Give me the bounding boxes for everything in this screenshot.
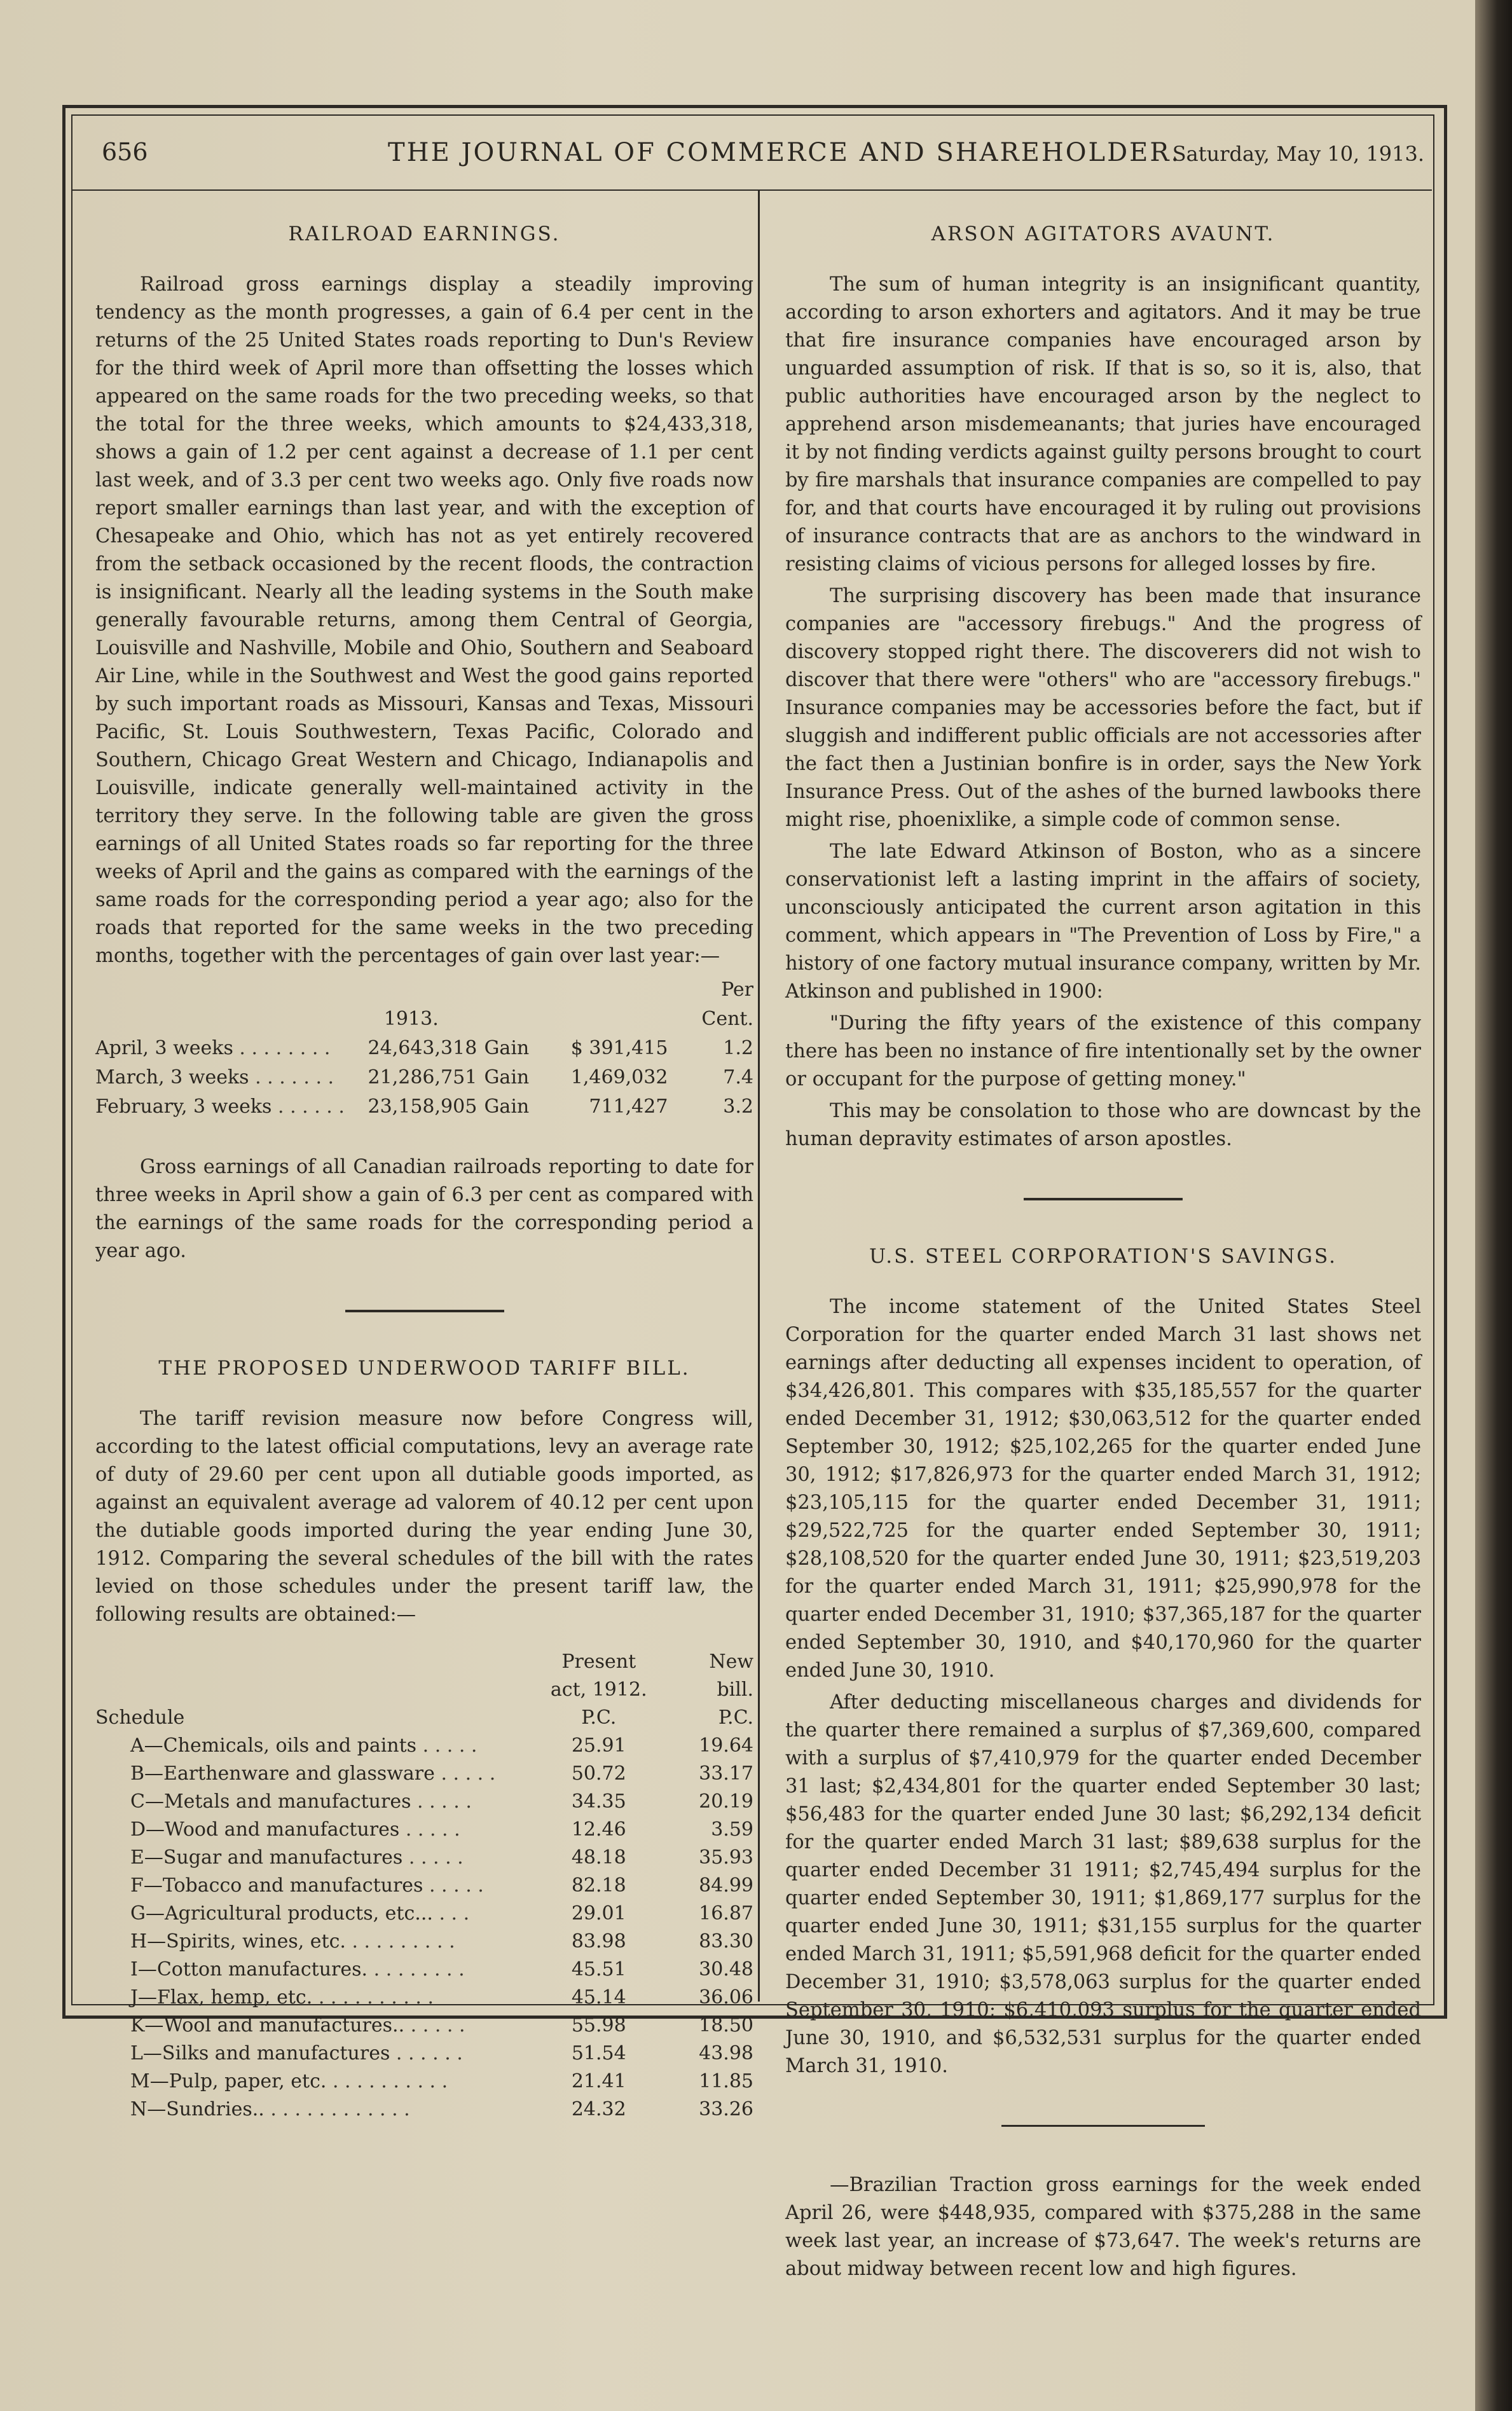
railroad-title: RAILROAD EARNINGS. (288, 223, 561, 245)
schedule-label: H—Spirits, wines, etc. (130, 1930, 346, 1953)
new-rate: 43.98 (699, 2042, 753, 2064)
new-rate: 16.87 (699, 1902, 753, 1925)
head-pc-2: P.C. (718, 1707, 753, 1729)
present-rate: 45.51 (571, 1958, 626, 1981)
brazilian-paragraph: —Brazilian Traction gross earnings for the week ended April 26, were $448,935, compared with $375,288 in the same week last year, an increase of $73,647. The week's returns are about midway between recent low and high figures. (785, 2174, 1421, 2280)
present-rate: 29.01 (571, 1902, 626, 1925)
row-label: March, 3 weeks (95, 1066, 249, 1089)
present-rate: 45.14 (571, 1986, 626, 2009)
row-amount: 23,158,905 (368, 1096, 478, 1118)
leader-dots: . . . . . . . . (373, 1958, 465, 1981)
table-row (95, 1928, 753, 1956)
section-separator (1024, 1198, 1183, 1200)
head-schedule: Schedule (95, 1707, 185, 1729)
row-pct: 3.2 (723, 1096, 753, 1118)
schedule-label: M—Pulp, paper, etc. (130, 2070, 327, 2092)
leader-dots: . . . . . . . (255, 1066, 334, 1089)
schedule-label: C—Metals and manufactures (130, 1790, 411, 1813)
table-row (95, 1872, 753, 1900)
row-label: April, 3 weeks (95, 1037, 233, 1059)
row-gain: 1,469,032 (570, 1066, 668, 1089)
row-gain: $ 391,415 (570, 1037, 668, 1059)
schedule-label: I—Cotton manufactures. (130, 1958, 368, 1981)
row-gain-label: Gain (484, 1066, 530, 1089)
leader-dots: . . . . . . . . . (352, 1930, 455, 1953)
tariff-head-1 (95, 1648, 753, 1676)
row-gain-label: Gain (484, 1096, 530, 1118)
leader-dots: . . . . . . . . . . . . (270, 2098, 410, 2120)
arson-paragraph-1: The sum of human integrity is an insignificant quantity, according to arson exhorters and agitators. And it may be true that fire insurance companies have encouraged arson by unguarded assumption of risk. If that is so, so it is, also, that public authorities have encouraged arson by the neglect to apprehend arson misdemeanants; that juries have encouraged it by not finding verdicts against guilty persons brought to court by fire marshals that insurance companies are compelled to pay for, and that courts have encouraged it by ruling out provisions of insurance contracts that are as anchors to the windward in resisting claims of vicious persons for alleged losses by fire. (785, 273, 1421, 575)
right-column (785, 223, 1421, 2283)
issue-date: Saturday, May 10, 1913. (1172, 142, 1424, 166)
table-row (95, 1816, 753, 1844)
schedule-label: F—Tobacco and manufactures (130, 1874, 423, 1897)
schedule-label: K—Wool and manufactures.. (130, 2014, 405, 2037)
table-row (95, 2040, 753, 2068)
present-rate: 34.35 (571, 1790, 626, 1813)
head-new-2: bill. (717, 1679, 753, 1701)
present-rate: 51.54 (571, 2042, 626, 2064)
col-cent: Cent. (701, 1008, 753, 1030)
row-amount: 24,643,318 (368, 1037, 478, 1059)
schedule-label: J—Flax, hemp, etc. (130, 1986, 313, 2009)
tariff-title: THE PROPOSED UNDERWOOD TARIFF BILL. (158, 1357, 691, 1380)
present-rate: 82.18 (571, 1874, 626, 1897)
table-row (95, 2068, 753, 2096)
table-row (95, 1956, 753, 1984)
new-rate: 20.19 (699, 1790, 753, 1813)
row-label: February, 3 weeks (95, 1096, 272, 1118)
schedule-label: A—Chemicals, oils and paints (130, 1734, 417, 1757)
row-gain: 711,427 (589, 1096, 668, 1118)
railroad-paragraph: Railroad gross earnings display a steadily improving tendency as the month progresses, a gain of 6.4 per cent in the returns of the 25 United States roads reporting to Dun's Review for the third week of April more than offsetting the losses which appeared on the same roads for the two preceding weeks, so that the total for the three weeks, which amounts to $24,433,318, shows a gain of 1.2 per cent against a decrease of 1.1 per cent last week, and of 3.3 per cent two weeks ago. Only five roads now report smaller earnings than last year, and with the exception of Chesapeake and Ohio, which has not as yet entirely recovered from the setback occasioned by the recent floods, the contraction is insignificant. Nearly all the leading systems in the South make generally favourable returns, among them Central of Georgia, Louisville and Nashville, Mobile and Ohio, Southern and Seaboard Air Line, while in the Southwest and West the good gains reported by such important roads as Missouri, Kansas and Texas, Missouri Pacific, St. Louis Southwestern, Texas Pacific, Colorado and Southern, Chicago Great Western and Chicago, Indianapolis and Louisville, indicate generally well-maintained activity in the territory they serve. In the following table are given the gross earnings of all United States roads so far reporting for the three weeks of April and the gains as compared with the earnings of the same roads for the corresponding period a year ago; also for the roads that reported for the same weeks in the two preceding months, together with the percentages of gain over last year:— (95, 273, 753, 967)
schedule-label: E—Sugar and manufactures (130, 1846, 403, 1869)
new-rate: 33.17 (699, 1762, 753, 1785)
present-rate: 50.72 (571, 1762, 626, 1785)
left-column (95, 223, 753, 2124)
leader-dots: . . . . . . . . . . (332, 2070, 448, 2092)
section-separator (345, 1310, 504, 1312)
page-header (95, 137, 1424, 175)
leader-dots: . . . . . (441, 1762, 496, 1785)
table-row (95, 2012, 753, 2040)
table-row (95, 1034, 753, 1063)
schedule-label: B—Earthenware and glassware (130, 1762, 435, 1785)
leader-dots: . . . . . (417, 1790, 472, 1813)
leader-dots: . . . . . . (278, 1096, 345, 1118)
table-row (95, 1788, 753, 1816)
row-pct: 1.2 (723, 1037, 753, 1059)
table-row (95, 1900, 753, 1928)
head-present-2: act, 1912. (550, 1679, 647, 1701)
new-rate: 30.48 (699, 1958, 753, 1981)
new-rate: 36.06 (699, 1986, 753, 2009)
steel-paragraph-1: The income statement of the United States Steel Corporation for the quarter ended March 31 last shows net earnings after deducting all expenses incident to operation, of $34,426,801. This compares with $35,185,557 for the quarter ended December 31, 1912; $30,063,512 for the quarter ended September 30, 1912; $25,102,265 for the quarter ended June 30, 1912; $17,826,973 for the quarter ended March 31, 1912; $23,105,115 for the quarter ended December 31, 1911; $29,522,725 for the quarter ended September 30, 1911; $28,108,520 for the quarter ended June 30, 1911; $23,519,203 for the quarter ended March 31, 1911; $25,990,978 for the quarter ended December 31, 1910; $37,365,187 for the quarter ended September 30, 1910, and $40,170,960 for the quarter ended June 30, 1910. (785, 1296, 1421, 1682)
new-rate: 3.59 (711, 1818, 753, 1841)
table-row (95, 1732, 753, 1760)
table-row (95, 1984, 753, 2012)
schedule-label: D—Wood and manufactures (130, 1818, 400, 1841)
leader-dots: . . . . . (429, 1874, 484, 1897)
new-rate: 84.99 (699, 1874, 753, 1897)
tariff-paragraph: The tariff revision measure now before Congress will, according to the latest official computations, levy an average rate of duty of 29.60 per cent upon all dutiable goods imported, as against an equivalent average ad valorem of 40.12 per cent upon the dutiable goods imported during the year ending June 30, 1912. Comparing the several schedules of the bill with the rates levied on those schedules under the present tariff law, the following results are obtained:— (95, 1408, 753, 1626)
leader-dots: . . . . . (422, 1734, 478, 1757)
canadian-paragraph: Gross earnings of all Canadian railroads reporting to date for three weeks in April show a gain of 6.3 per cent as compared with the earnings of the same roads for the corresponding period a year ago. (95, 1156, 753, 1262)
journal-title: THE JOURNAL OF COMMERCE AND SHAREHOLDER. (388, 138, 1181, 167)
header-rule (71, 189, 1432, 191)
arson-paragraph-3: The late Edward Atkinson of Boston, who as a sincere conservationist left a lasting imprint in the affairs of society, unconsciously anticipated the current arson agitation in this comment, which appears in "The Prevention of Loss by Fire," a history of one factory mutual insurance company, written by Mr. Atkinson and published in 1900: (785, 841, 1421, 1003)
arson-paragraph-2: The surprising discovery has been made that insurance companies are "accessory firebugs." And the progress of discovery stopped right there. The discoverers did not wish to discover that there were "others" who are "accessory firebugs." Insurance companies may be accessories before the fact, but if sluggish and indifferent public officials are not accessories after the fact then a Justinian bonfire is in order, says the New York Insurance Press. Out of the ashes of the burned lawbooks there might rise, phoenixlike, a simple code of common sense. (785, 585, 1421, 831)
leader-dots: . . . . . (408, 1846, 464, 1869)
tariff-head-2 (95, 1676, 753, 1704)
present-rate: 83.98 (571, 1930, 626, 1953)
tariff-rows (95, 1732, 753, 2124)
new-rate: 35.93 (699, 1846, 753, 1869)
railroad-table-head-2 (95, 1005, 753, 1034)
leader-dots: . . . . . . . . (239, 1037, 331, 1059)
leader-dots: . . . . . (405, 1818, 460, 1841)
table-row (95, 1760, 753, 1788)
row-amount: 21,286,751 (368, 1066, 478, 1089)
railroad-table (95, 975, 753, 1122)
leader-dots: . . . . . . (395, 2042, 463, 2064)
column-divider (758, 189, 760, 2002)
row-pct: 7.4 (723, 1066, 753, 1089)
new-rate: 18.50 (699, 2014, 753, 2037)
col-year: 1913. (383, 1008, 439, 1030)
schedule-label: L—Silks and manufactures (130, 2042, 390, 2064)
row-gain-label: Gain (484, 1037, 530, 1059)
steel-title: U.S. STEEL CORPORATION'S SAVINGS. (869, 1245, 1338, 1268)
steel-paragraph-2: After deducting miscellaneous charges and dividends for the quarter there remained a surplus of $7,369,600, compared with a surplus of $7,410,979 for the quarter ended December 31 last; $2,434,801 for the quarter ended September 30 last; $56,483 for the quarter ended June 30 last; $6,292,134 deficit for the quarter ended March 31 last; $89,638 surplus for the quarter ended December 31 1911; $2,745,494 surplus for the quarter ended September 30, 1911; $1,869,177 surplus for the quarter ended June 30, 1911; $31,155 surplus for the quarter ended March 31, 1911; $5,591,968 deficit for the quarter ended December 31, 1910; $3,578,063 surplus for the quarter ended September 30, 1910; $6,410,093 surplus for the quarter ended June 30, 1910, and $6,532,531 surplus for the quarter ended March 31, 1910. (785, 1691, 1421, 2077)
table-row (95, 1844, 753, 1872)
new-rate: 19.64 (699, 1734, 753, 1757)
head-pc-1: P.C. (581, 1707, 617, 1729)
present-rate: 25.91 (571, 1734, 626, 1757)
present-rate: 21.41 (571, 2070, 626, 2092)
schedule-label: N—Sundries.. (130, 2098, 265, 2120)
arson-title: ARSON AGITATORS AVAUNT. (931, 223, 1275, 245)
table-row (95, 1092, 753, 1122)
tariff-head-3 (95, 1704, 753, 1732)
new-rate: 83.30 (699, 1930, 753, 1953)
col-per: Per (721, 979, 753, 1001)
table-row (95, 2096, 753, 2124)
present-rate: 55.98 (571, 2014, 626, 2037)
schedule-label: G—Agricultural products, etc... (130, 1902, 433, 1925)
present-rate: 48.18 (571, 1846, 626, 1869)
tariff-table (95, 1648, 753, 2124)
present-rate: 12.46 (571, 1818, 626, 1841)
page-binding-edge (1475, 0, 1512, 2411)
page-number: 656 (102, 138, 148, 166)
leader-dots: . . . (439, 1902, 470, 1925)
head-new-1: New (709, 1651, 753, 1673)
arson-paragraph-4: "During the fifty years of the existence of this company there has been no instance of fire intentionally set by the owner or occupant for the purpose of getting money." (785, 1012, 1421, 1090)
table-row (95, 1063, 753, 1092)
present-rate: 24.32 (571, 2098, 626, 2120)
head-present-1: Present (561, 1651, 636, 1673)
new-rate: 11.85 (699, 2070, 753, 2092)
arson-paragraph-5: This may be consolation to those who are downcast by the human depravity estimates of arson apostles. (785, 1100, 1421, 1150)
section-separator (1001, 2125, 1205, 2127)
railroad-table-head-1 (95, 975, 753, 1005)
leader-dots: . . . . . . . . . . (318, 1986, 434, 2009)
leader-dots: . . . . . (410, 2014, 465, 2037)
new-rate: 33.26 (699, 2098, 753, 2120)
